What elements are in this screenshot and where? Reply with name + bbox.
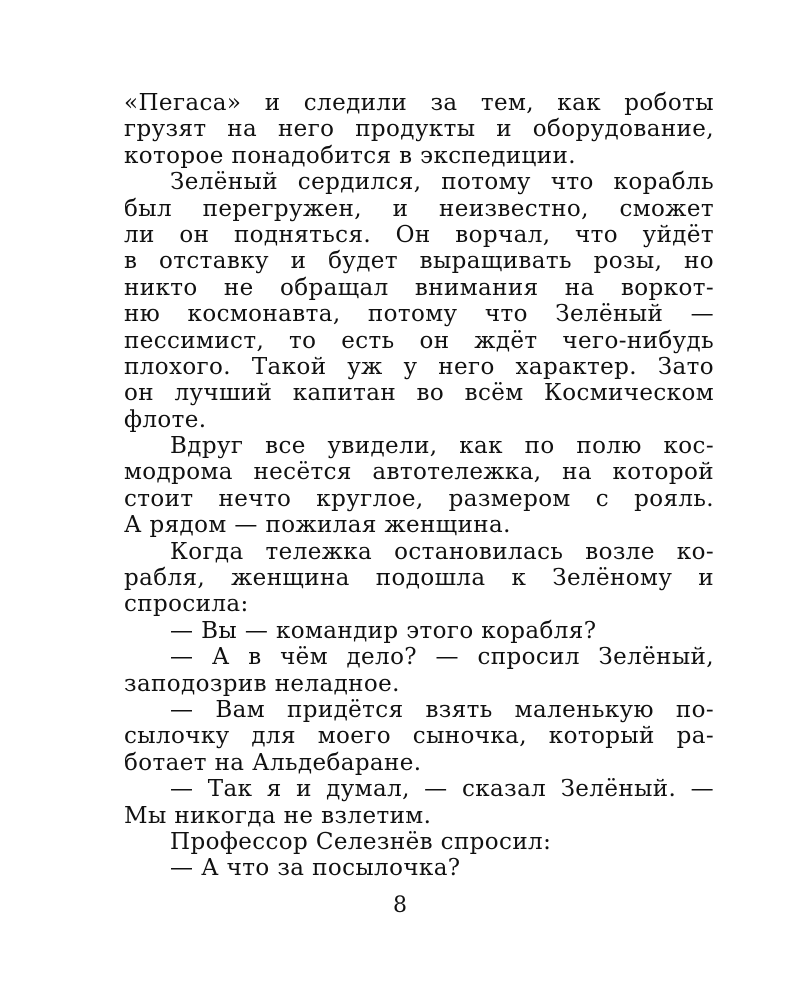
text-line: модрома несётся автотележка, на которой xyxy=(124,459,714,486)
text-line: пессимист, то есть он ждёт чего-нибудь xyxy=(124,327,714,354)
text-line: был перегружен, и неизвестно, сможет xyxy=(124,195,714,222)
text-line: стоит нечто круглое, размером с рояль. xyxy=(124,485,714,512)
text-line: сылочку для моего сыночка, который ра- xyxy=(124,723,714,750)
text-line: — А что за посылочка? xyxy=(170,855,461,882)
text-line: ли он подняться. Он ворчал, что уйдёт xyxy=(124,221,714,248)
text-line: плохого. Такой уж у него характер. Зато xyxy=(124,353,714,380)
text-line: в отставку и будет выращивать розы, но xyxy=(124,248,714,275)
text-line: ню космонавта, потому что Зелёный — xyxy=(124,301,714,328)
text-line: — А в чём дело? — спросил Зелёный, xyxy=(170,644,714,671)
body-text xyxy=(124,90,714,882)
text-line: — Так я и думал, — сказал Зелёный. — xyxy=(170,776,714,803)
text-line: рабля, женщина подошла к Зелёному и xyxy=(124,565,714,592)
text-line: ботает на Альдебаране. xyxy=(124,749,422,776)
text-line: Профессор Селезнёв спросил: xyxy=(170,828,552,855)
text-line: «Пегаса» и следили за тем, как роботы xyxy=(124,90,714,116)
text-line: он лучший капитан во всём Космическом xyxy=(124,380,714,407)
text-line: флоте. xyxy=(124,406,207,433)
text-line: грузят на него продукты и оборудование, xyxy=(124,116,714,143)
page-number: 8 xyxy=(393,893,407,918)
text-line: Когда тележка остановилась возле ко- xyxy=(170,538,714,565)
text-line: которое понадобится в экспедиции. xyxy=(124,142,576,169)
text-line: Мы никогда не взлетим. xyxy=(124,802,432,829)
text-line: А рядом — пожилая женщина. xyxy=(124,512,511,539)
text-line: никто не обращал внимания на воркот- xyxy=(124,274,714,301)
text-line: Вдруг все увидели, как по полю кос- xyxy=(170,433,714,460)
text-line: спросила: xyxy=(124,591,249,618)
text-line: заподозрив неладное. xyxy=(124,670,400,697)
text-line: — Вам придётся взять маленькую по- xyxy=(170,696,714,723)
text-line: — Вы — командир этого корабля? xyxy=(170,617,597,644)
text-line: Зелёный сердился, потому что корабль xyxy=(170,169,714,196)
